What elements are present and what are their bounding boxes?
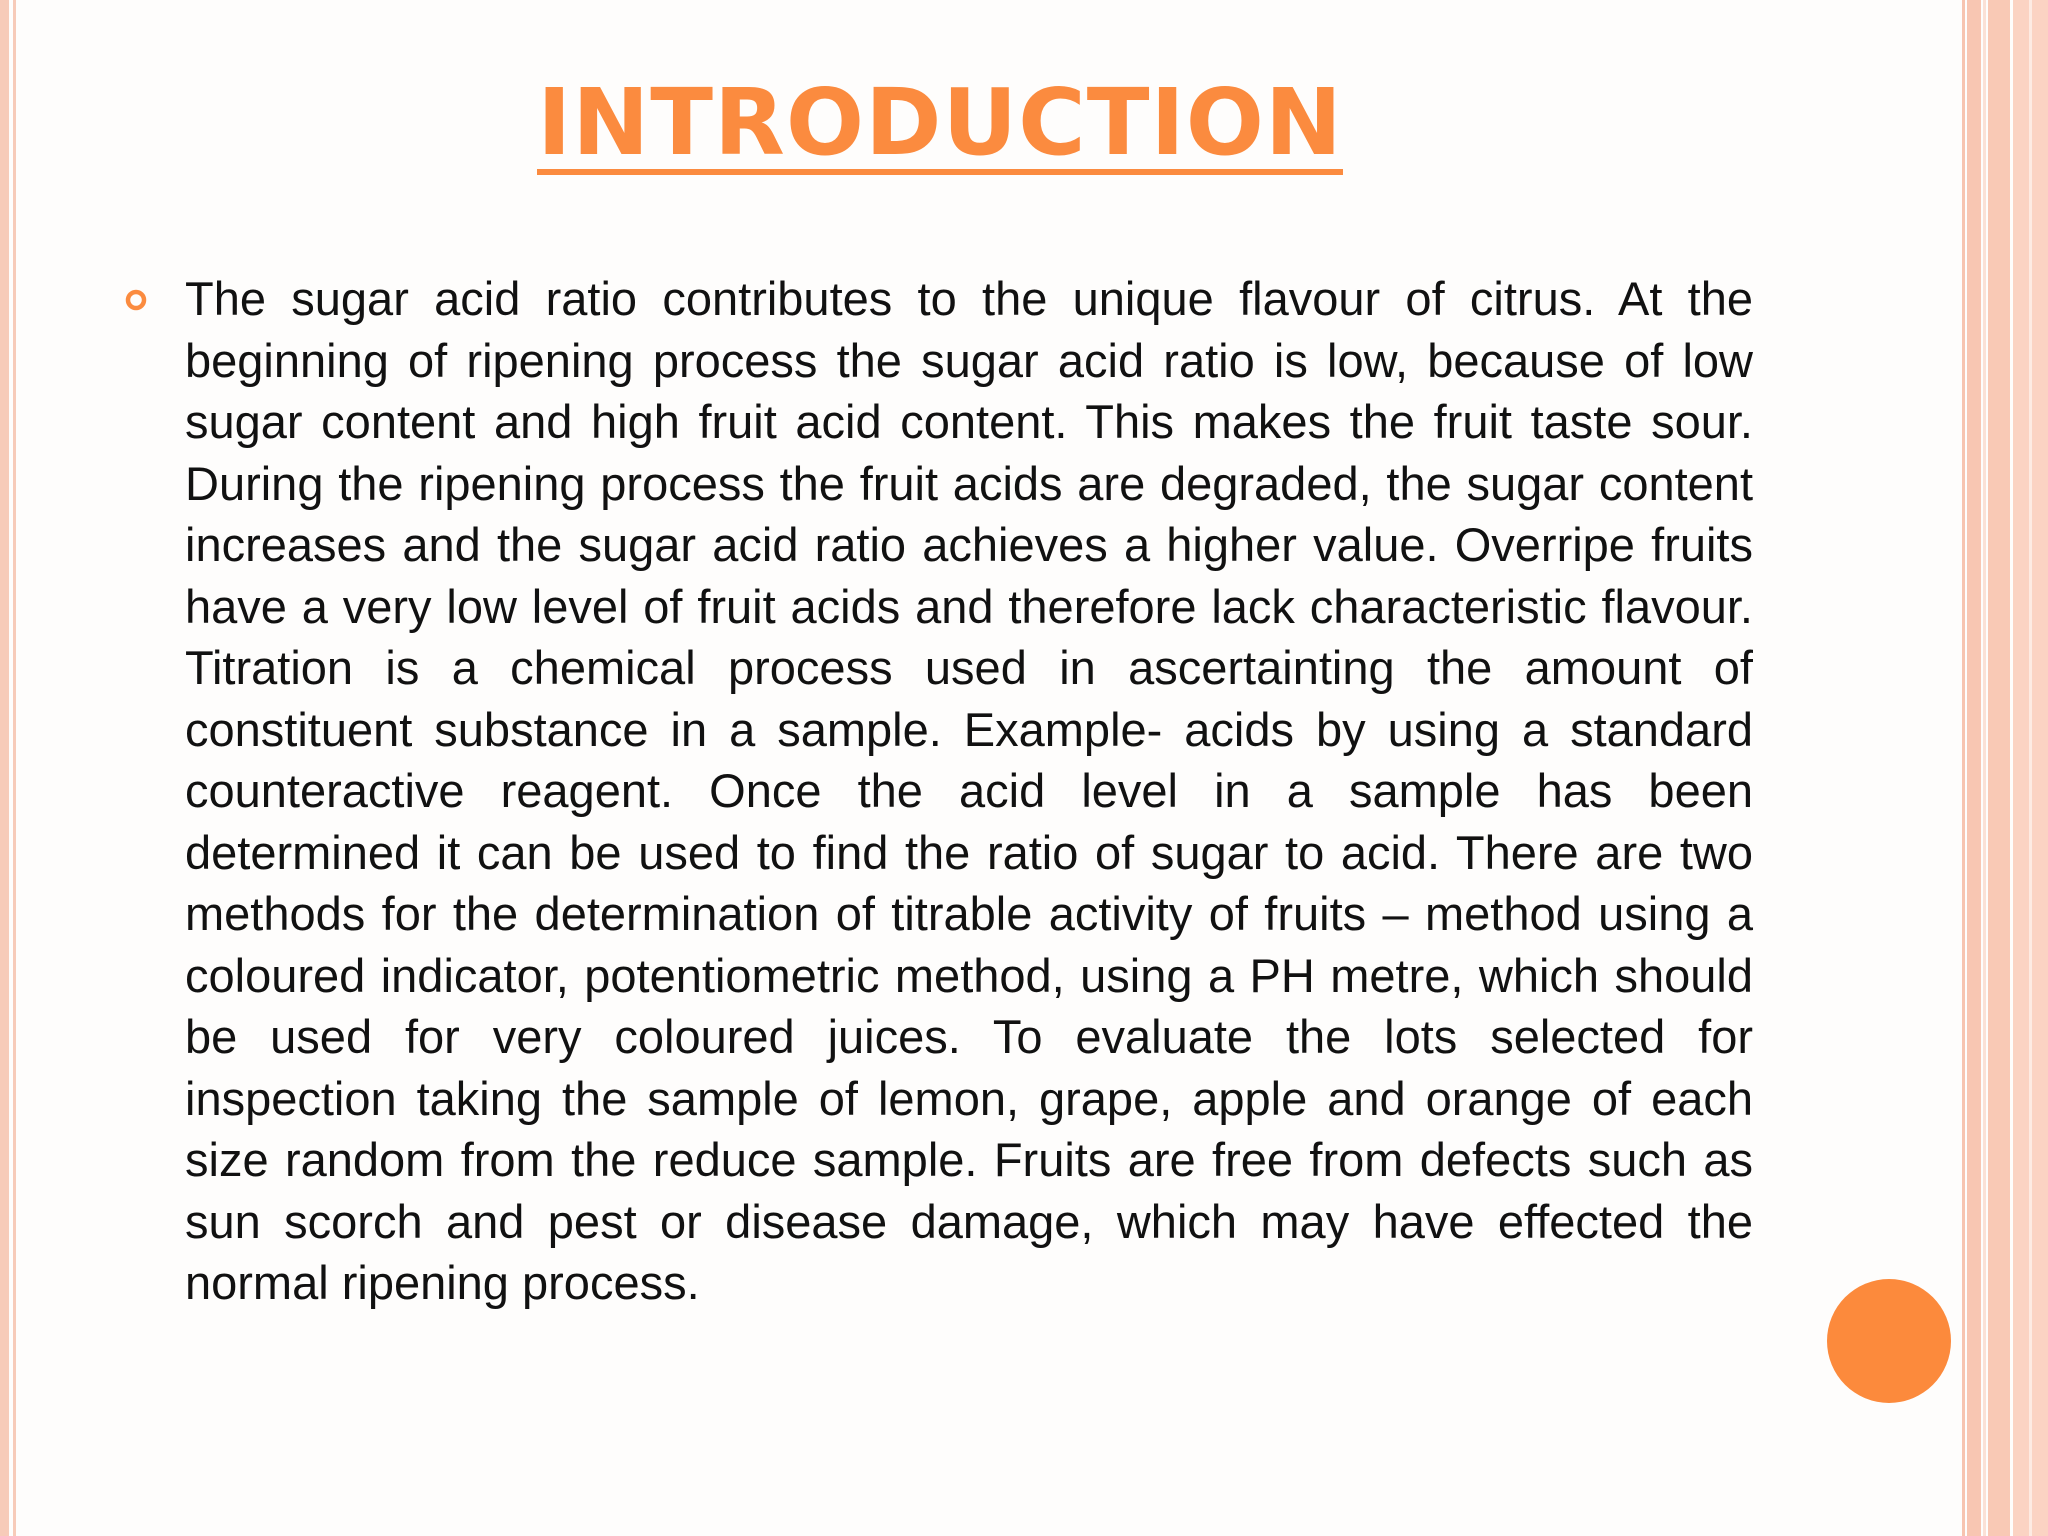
slide-title-text: INTRODUCTION [537, 69, 1343, 176]
left-border-stripe-thin [13, 0, 16, 1536]
slide-title [0, 68, 1880, 178]
orange-circle-decoration [1827, 1279, 1951, 1403]
bullet-paragraph: The sugar acid ratio contributes to the unique flavour of citrus. At the beginning of ripening process the sugar acid ratio is low, because of low sugar content and high fruit acid content. This makes the fruit taste sour. During the ripening process the fruit acids are degraded, the sugar content increases and the sugar acid ratio achieves a higher value. Overripe fruits have a very low level of fruit acids and therefore lack characteristic flavour. Titration is a chemical process used in ascertainting the amount of constituent substance in a sample. Example- acids by using a standard counteractive reagent. Once the acid level in a sample has been determined it can be used to find the ratio of sugar to acid. There are two methods for the determination of titrable activity of fruits – method using a coloured indicator, potentiometric method, using a PH metre, which should be used for very coloured juices. To evaluate the lots selected for inspection taking the sample of lemon, grape, apple and orange of each size random from the reduce sample. Fruits are free from defects such as sun scorch and pest or disease damage, which may have effected the normal ripening process. [185, 272, 1753, 1309]
right-border-stripe [1967, 0, 1981, 1536]
right-border-stripe [1988, 0, 2010, 1536]
right-border-stripe [1962, 0, 1965, 1536]
right-border-stripe [2029, 0, 2032, 1536]
left-border-stripe [0, 0, 9, 1536]
right-border-stripe [1983, 0, 1986, 1536]
hollow-circle-bullet-icon [125, 289, 147, 311]
